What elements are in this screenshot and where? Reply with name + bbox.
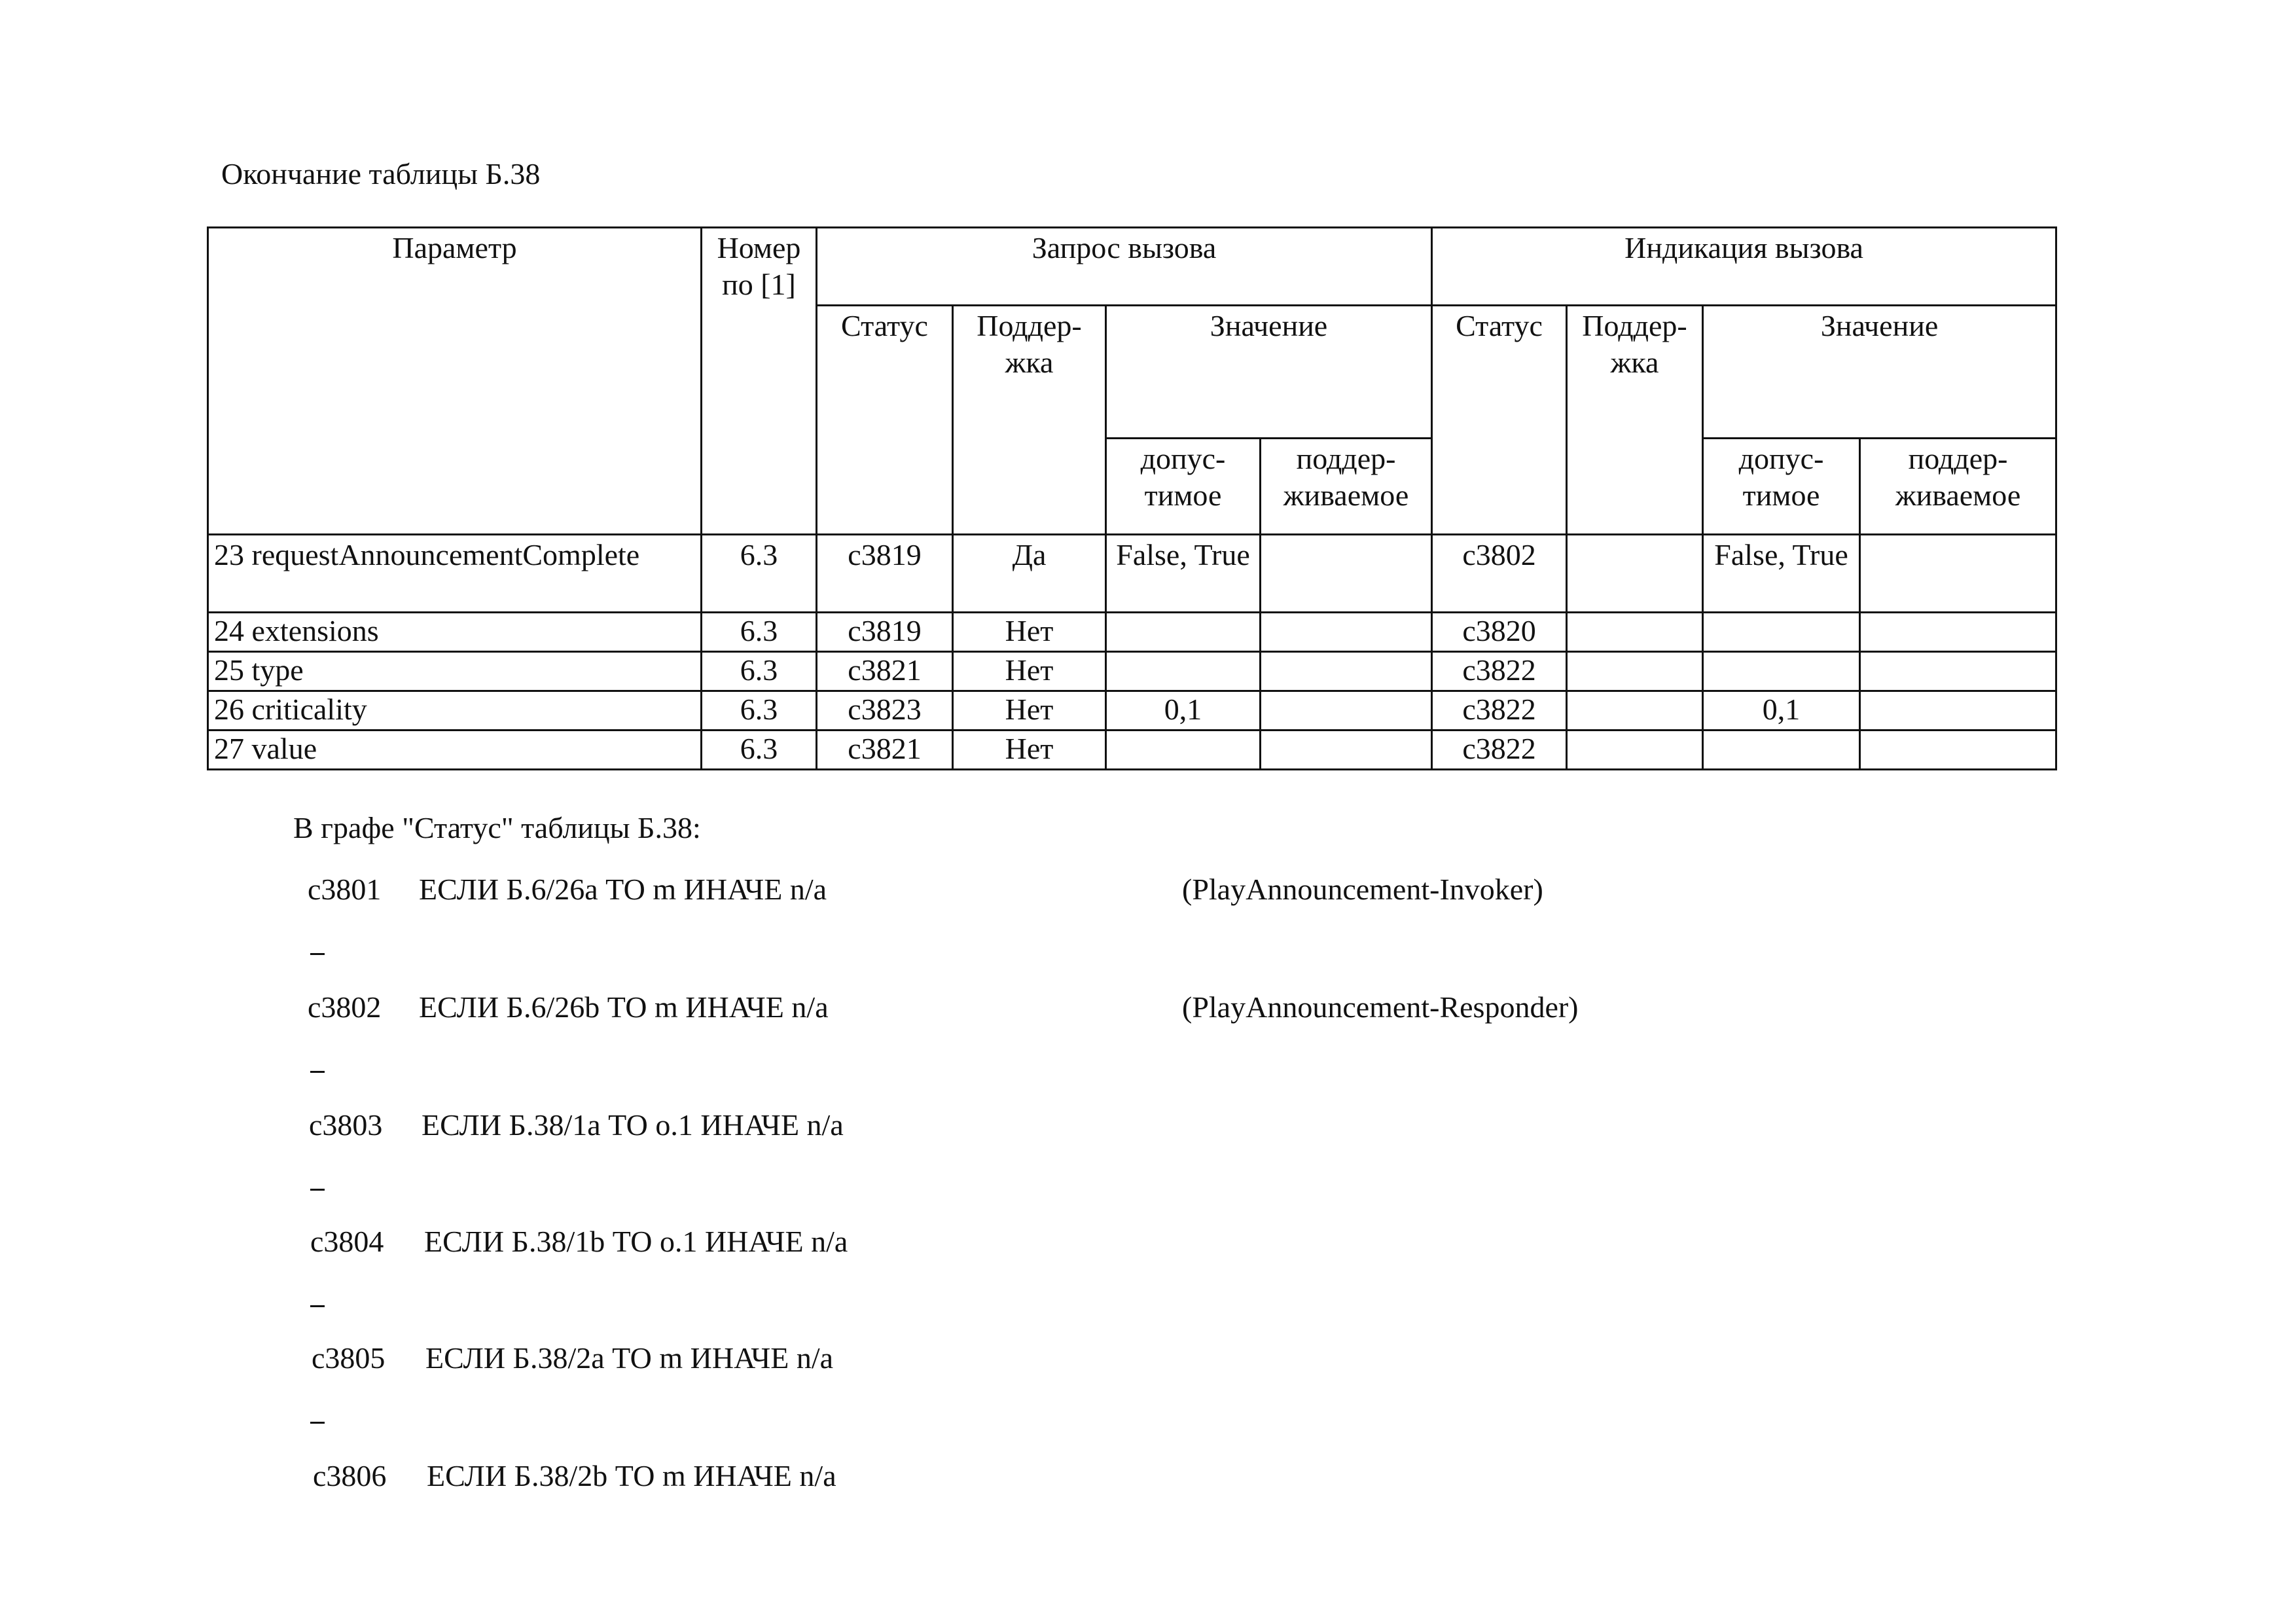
note-condition: ЕСЛИ Б.38/1a ТО o.1 ИНАЧЕ n/a bbox=[422, 1108, 844, 1142]
cell-number: 6.3 bbox=[702, 535, 817, 613]
header-indication-status: Статус bbox=[1432, 306, 1567, 535]
note-code: c3806 bbox=[313, 1459, 387, 1492]
note-dash bbox=[310, 1422, 325, 1424]
note-condition: ЕСЛИ Б.6/26b ТО m ИНАЧЕ n/a bbox=[419, 990, 829, 1024]
cell-request-support: Да bbox=[953, 535, 1106, 613]
cell-request-status: c3819 bbox=[817, 535, 953, 613]
cell-indication-supported bbox=[1860, 613, 2056, 652]
header-indication-supported: поддер-живаемое bbox=[1860, 439, 2056, 535]
cell-request-support: Нет bbox=[953, 691, 1106, 731]
cell-parameter: 27 value bbox=[208, 731, 702, 770]
cell-indication-supported bbox=[1860, 691, 2056, 731]
cell-indication-support bbox=[1567, 652, 1703, 691]
cell-request-allowed: False, True bbox=[1106, 535, 1261, 613]
cell-indication-allowed: False, True bbox=[1703, 535, 1860, 613]
note-dash bbox=[310, 1071, 325, 1073]
table-row bbox=[208, 731, 2056, 770]
cell-number: 6.3 bbox=[702, 652, 817, 691]
note-code: c3802 bbox=[308, 990, 382, 1024]
cell-request-status: c3823 bbox=[817, 691, 953, 731]
note-condition: ЕСЛИ Б.38/1b ТО o.1 ИНАЧЕ n/a bbox=[424, 1225, 848, 1258]
cell-request-allowed bbox=[1106, 731, 1261, 770]
cell-parameter: 26 criticality bbox=[208, 691, 702, 731]
cell-parameter: 23 requestAnnouncementComplete bbox=[208, 535, 702, 613]
header-indication-value: Значение bbox=[1703, 306, 2056, 439]
cell-indication-allowed: 0,1 bbox=[1703, 691, 1860, 731]
cell-indication-allowed bbox=[1703, 731, 1860, 770]
cell-indication-support bbox=[1567, 535, 1703, 613]
note-role: (PlayAnnouncement-Invoker) bbox=[1182, 873, 1543, 906]
table-row bbox=[208, 535, 2056, 613]
note-code: c3801 bbox=[308, 873, 382, 906]
note-dash bbox=[310, 1305, 325, 1307]
cell-request-allowed bbox=[1106, 652, 1261, 691]
cell-parameter: 24 extensions bbox=[208, 613, 702, 652]
note-condition: ЕСЛИ Б.38/2b ТО m ИНАЧЕ n/a bbox=[427, 1459, 836, 1492]
cell-request-allowed bbox=[1106, 613, 1261, 652]
table-row bbox=[208, 691, 2056, 731]
cell-number: 6.3 bbox=[702, 613, 817, 652]
cell-request-supported bbox=[1261, 691, 1432, 731]
cell-indication-status: c3822 bbox=[1432, 652, 1567, 691]
header-request-supported: поддер-живаемое bbox=[1261, 439, 1432, 535]
header-request-allowed: допус-тимое bbox=[1106, 439, 1261, 535]
cell-indication-status: c3822 bbox=[1432, 691, 1567, 731]
cell-indication-support bbox=[1567, 731, 1703, 770]
notes-title: В графе "Статус" таблицы Б.38: bbox=[293, 811, 701, 844]
cell-request-supported bbox=[1261, 652, 1432, 691]
cell-indication-supported bbox=[1860, 652, 2056, 691]
header-number: Номер по [1] bbox=[702, 228, 817, 535]
header-indication-group: Индикация вызова bbox=[1432, 228, 2056, 306]
cell-request-support: Нет bbox=[953, 731, 1106, 770]
cell-request-status: c3821 bbox=[817, 652, 953, 691]
header-request-group: Запрос вызова bbox=[817, 228, 1432, 306]
note-code: c3804 bbox=[310, 1225, 384, 1258]
note-dash bbox=[310, 953, 325, 955]
cell-indication-allowed bbox=[1703, 613, 1860, 652]
cell-parameter: 25 type bbox=[208, 652, 702, 691]
note-role: (PlayAnnouncement-Responder) bbox=[1182, 990, 1579, 1024]
cell-request-allowed: 0,1 bbox=[1106, 691, 1261, 731]
cell-request-support: Нет bbox=[953, 613, 1106, 652]
cell-indication-allowed bbox=[1703, 652, 1860, 691]
table-row bbox=[208, 652, 2056, 691]
cell-request-support: Нет bbox=[953, 652, 1106, 691]
header-request-status: Статус bbox=[817, 306, 953, 535]
cell-indication-supported bbox=[1860, 535, 2056, 613]
note-code: c3805 bbox=[312, 1341, 386, 1375]
header-request-value: Значение bbox=[1106, 306, 1432, 439]
cell-request-supported bbox=[1261, 535, 1432, 613]
header-indication-support: Поддер-жка bbox=[1567, 306, 1703, 535]
note-condition: ЕСЛИ Б.6/26a ТО m ИНАЧЕ n/a bbox=[419, 873, 827, 906]
note-code: c3803 bbox=[309, 1108, 383, 1142]
cell-indication-support bbox=[1567, 691, 1703, 731]
cell-number: 6.3 bbox=[702, 731, 817, 770]
cell-indication-status: c3802 bbox=[1432, 535, 1567, 613]
header-request-support: Поддер-жка bbox=[953, 306, 1106, 535]
cell-request-status: c3819 bbox=[817, 613, 953, 652]
cell-indication-status: c3820 bbox=[1432, 613, 1567, 652]
cell-indication-status: c3822 bbox=[1432, 731, 1567, 770]
header-row-1 bbox=[208, 228, 2056, 306]
status-table bbox=[207, 226, 2057, 770]
header-parameter: Параметр bbox=[208, 228, 702, 535]
note-condition: ЕСЛИ Б.38/2a ТО m ИНАЧЕ n/a bbox=[425, 1341, 834, 1375]
cell-request-supported bbox=[1261, 731, 1432, 770]
cell-request-supported bbox=[1261, 613, 1432, 652]
table-caption: Окончание таблицы Б.38 bbox=[221, 157, 541, 190]
cell-request-status: c3821 bbox=[817, 731, 953, 770]
cell-number: 6.3 bbox=[702, 691, 817, 731]
cell-indication-supported bbox=[1860, 731, 2056, 770]
header-indication-allowed: допус-тимое bbox=[1703, 439, 1860, 535]
cell-indication-support bbox=[1567, 613, 1703, 652]
table-row bbox=[208, 613, 2056, 652]
note-dash bbox=[310, 1189, 325, 1191]
